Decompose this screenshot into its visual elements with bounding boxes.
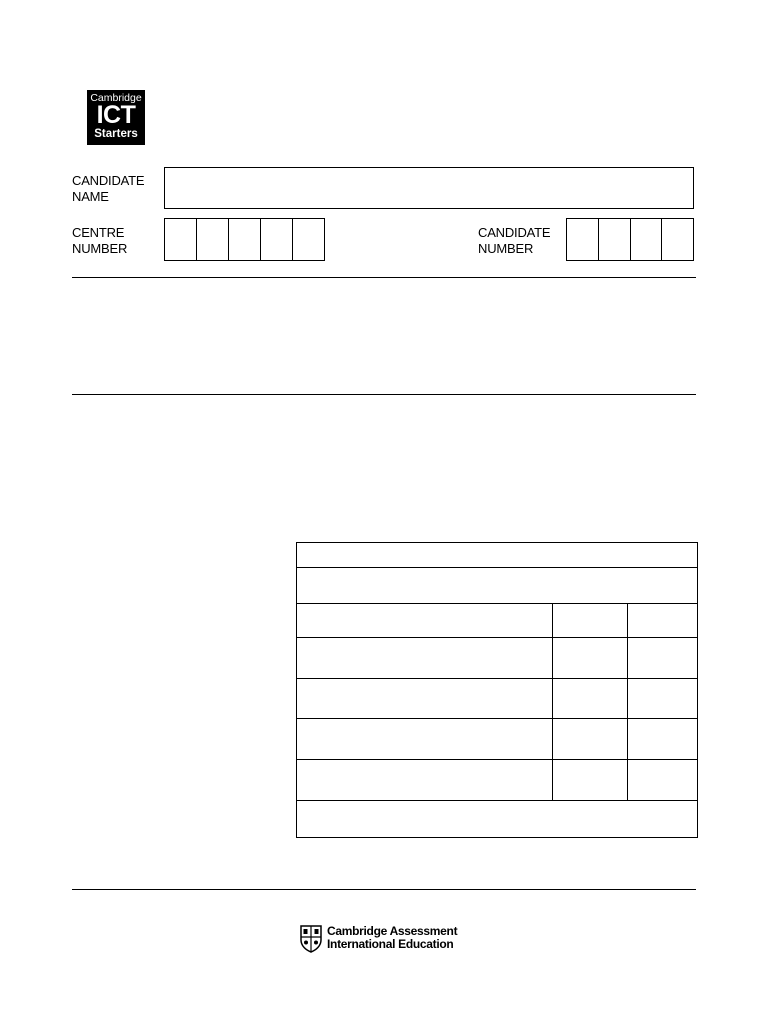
table-cell [297, 604, 553, 638]
cambridge-assessment-text [327, 925, 457, 951]
cambridge-ict-starters-logo [87, 90, 145, 145]
org-name-line1: Cambridge Assessment [327, 924, 458, 938]
mark-entry-cell[interactable] [553, 679, 628, 719]
cambridge-assessment-logo [300, 925, 457, 953]
table-cell [628, 604, 698, 638]
table-row [297, 801, 698, 838]
candidate-number-digit-box[interactable] [567, 219, 599, 260]
candidate-name-label-line2: NAME [72, 189, 109, 204]
centre-number-field[interactable] [164, 218, 325, 261]
table-row [297, 679, 698, 719]
candidate-number-digit-box[interactable] [599, 219, 631, 260]
table-row [297, 760, 698, 801]
mark-entry-cell[interactable] [628, 719, 698, 760]
centre-number-digit-box[interactable] [165, 219, 197, 260]
table-cell [297, 543, 698, 568]
table-cell [297, 568, 698, 604]
logo-line-ict: ICT [96, 101, 136, 129]
centre-number-label-line1: CENTRE [72, 225, 125, 240]
mark-entry-cell[interactable] [628, 638, 698, 679]
table-cell [297, 679, 553, 719]
shield-icon [300, 925, 322, 953]
table-cell [297, 801, 698, 838]
centre-number-label-line2: NUMBER [72, 241, 128, 256]
table-cell [553, 604, 628, 638]
table-row [297, 638, 698, 679]
divider-top [72, 277, 696, 278]
mark-entry-cell[interactable] [628, 679, 698, 719]
candidate-number-digit-box[interactable] [662, 219, 693, 260]
candidate-name-field[interactable] [164, 167, 694, 209]
table-cell [297, 760, 553, 801]
candidate-number-field[interactable] [566, 218, 694, 261]
table-row [297, 543, 698, 568]
candidate-number-label-line1: CANDIDATE [478, 225, 551, 240]
centre-number-digit-box[interactable] [293, 219, 324, 260]
candidate-number-label-line2: NUMBER [478, 241, 534, 256]
mark-entry-cell[interactable] [553, 760, 628, 801]
logo-line-cambridge: Cambridge [90, 92, 142, 104]
candidate-name-label [72, 173, 144, 205]
centre-number-digit-box[interactable] [229, 219, 261, 260]
table-cell [297, 719, 553, 760]
mark-entry-cell[interactable] [553, 638, 628, 679]
mark-entry-cell[interactable] [628, 760, 698, 801]
table-cell [297, 638, 553, 679]
logo-line-starters: Starters [94, 128, 138, 140]
table-row [297, 604, 698, 638]
candidate-number-label [478, 225, 550, 257]
divider-bottom [72, 889, 696, 890]
centre-number-digit-box[interactable] [197, 219, 229, 260]
candidate-name-label-line1: CANDIDATE [72, 173, 145, 188]
candidate-number-digit-box[interactable] [631, 219, 663, 260]
centre-number-digit-box[interactable] [261, 219, 293, 260]
mark-entry-cell[interactable] [553, 719, 628, 760]
table-row [297, 719, 698, 760]
org-name-line2: International Education [327, 937, 454, 951]
table-row [297, 568, 698, 604]
divider-middle [72, 394, 696, 395]
examiner-marks-table [296, 542, 698, 838]
centre-number-label [72, 225, 127, 257]
